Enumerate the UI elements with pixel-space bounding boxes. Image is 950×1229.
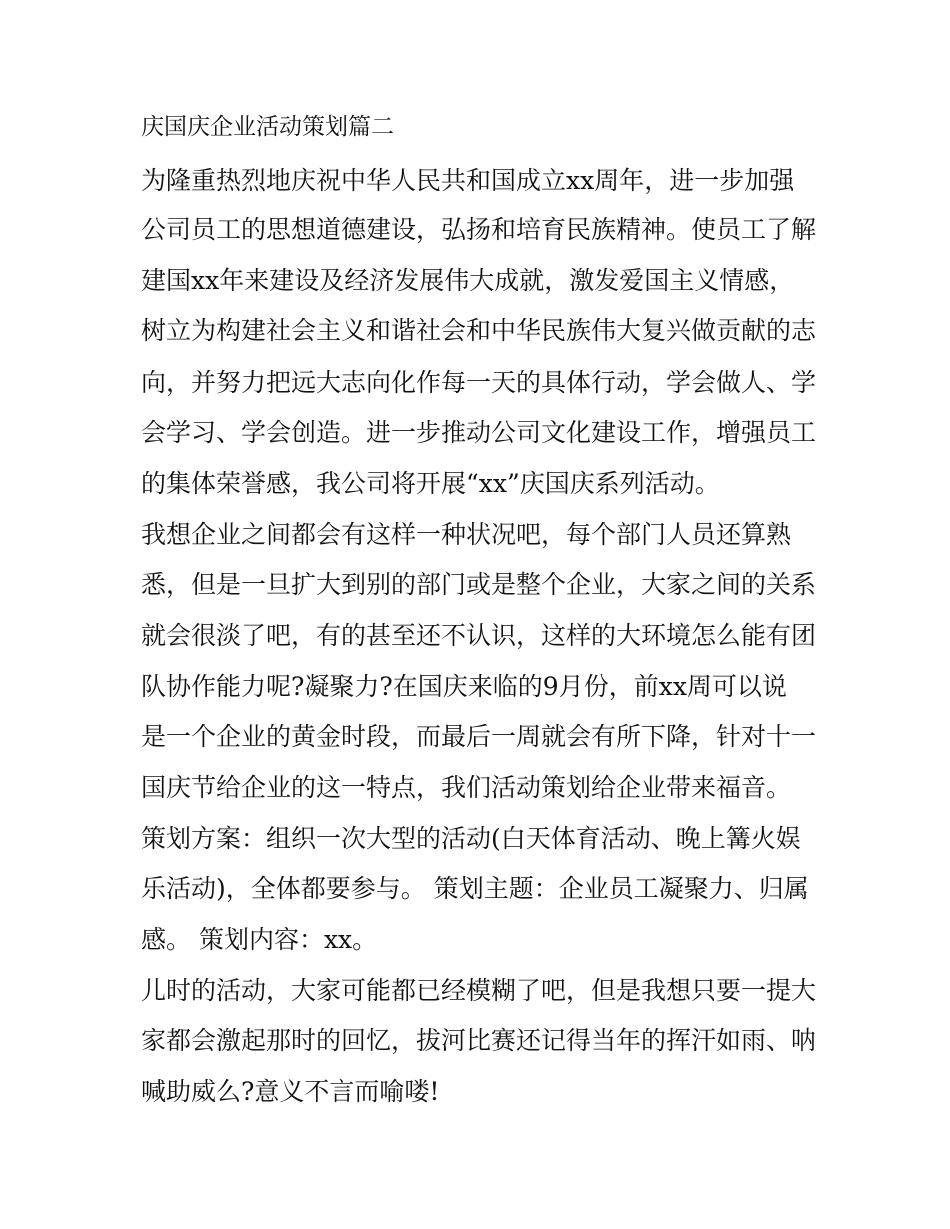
paragraph-3-line-1: 策划方案：组织一次大型的活动(白天体育活动、晚上篝火娱 [141, 824, 801, 853]
paragraph-3-line-2: 乐活动)，全体都要参与。 策划主题：企业员工凝聚力、归属 [141, 874, 809, 903]
paragraph-1-line-2: 公司员工的思想道德建设，弘扬和培育民族精神。使员工了解 [141, 215, 817, 244]
paragraph-1-line-4: 树立为构建社会主义和谐社会和中华民族伟大复兴做贡献的志 [141, 316, 817, 345]
paragraph-2-line-6: 国庆节给企业的这一特点，我们活动策划给企业带来福音。 [141, 773, 792, 802]
paragraph-4-line-3: 喊助威么?意义不言而喻喽! [141, 1077, 440, 1106]
paragraph-1-line-3: 建国xx年来建设及经济发展伟大成就，激发爱国主义情感， [141, 266, 795, 295]
paragraph-1-line-5: 向，并努力把远大志向化作每一天的具体行动，学会做人、学 [141, 368, 817, 397]
paragraph-2-line-3: 就会很淡了吧，有的甚至还不认识，这样的大环境怎么能有团 [141, 621, 817, 650]
paragraph-1-line-7: 的集体荣誉感，我公司将开展“xx”庆国庆系列活动。 [141, 469, 720, 498]
paragraph-4-line-2: 家都会激起那时的回忆，拔河比赛还记得当年的挥汗如雨、呐 [141, 1026, 817, 1055]
paragraph-2-line-4: 队协作能力呢?凝聚力?在国庆来临的9月份，前xx周可以说 [141, 672, 787, 701]
paragraph-1-line-1: 为隆重热烈地庆祝中华人民共和国成立xx周年，进一步加强 [141, 166, 795, 195]
paragraph-2-line-1: 我想企业之间都会有这样一种状况吧，每个部门人员还算熟 [141, 520, 792, 549]
document-title: 庆国庆企业活动策划篇二 [141, 114, 394, 140]
paragraph-1-line-6: 会学习、学会创造。进一步推动公司文化建设工作，增强员工 [141, 418, 817, 447]
paragraph-3-line-3: 感。 策划内容：xx。 [141, 925, 378, 954]
paragraph-2-line-5: 是一个企业的黄金时段，而最后一周就会有所下降，针对十一 [141, 722, 817, 751]
paragraph-2-line-2: 悉，但是一旦扩大到别的部门或是整个企业，大家之间的关系 [141, 570, 817, 599]
paragraph-4-line-1: 儿时的活动，大家可能都已经模糊了吧，但是我想只要一提大 [141, 976, 817, 1005]
